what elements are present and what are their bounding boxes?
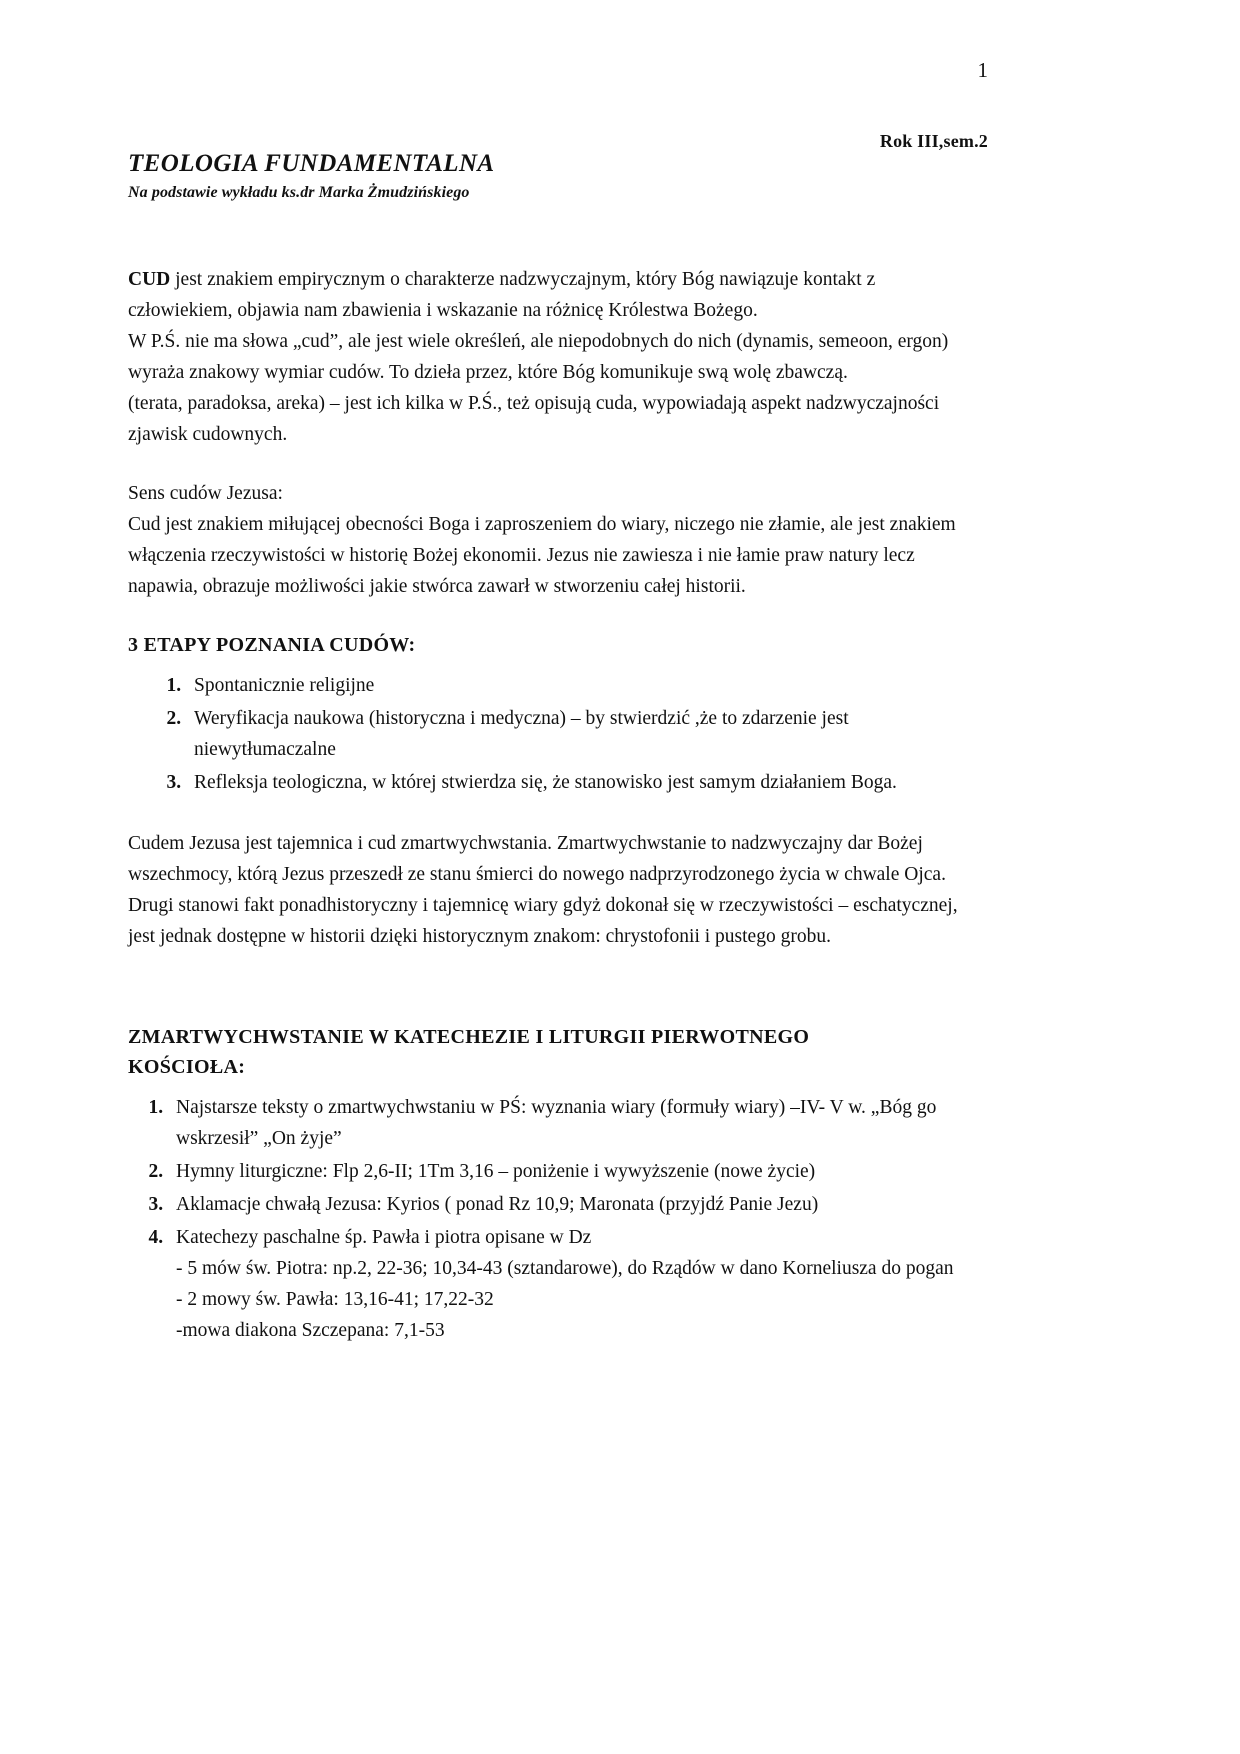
list-subitem: -mowa diakona Szczepana: 7,1-53 xyxy=(176,1320,445,1341)
page-title: TEOLOGIA FUNDAMENTALNA xyxy=(128,150,495,177)
spacer xyxy=(128,202,978,264)
cudem-jezusa-text-2: Drugi stanowi fakt ponadhistoryczny i tajemnicę wiary gdyż dokonał się w rzeczywistości – eschatycznej, jest jednak dostępne w historii dzięki historycznym znakom: chrystofonii i pustego grobu. xyxy=(128,895,958,947)
cudem-jezusa-block xyxy=(128,828,978,952)
list-item-sublines xyxy=(176,1253,978,1346)
spacer xyxy=(128,952,978,1022)
spacer xyxy=(128,450,978,478)
cud-definition-text: jest znakiem empirycznym o charakterze nadzwyczajnym, który Bóg nawiązuje kontakt z człowiekiem, objawia nam zbawienia i wskazanie na różnicę Królestwa Bożego. xyxy=(128,269,876,321)
zmartwychwstanie-list xyxy=(128,1092,978,1346)
cud-lead-word: CUD xyxy=(128,269,171,290)
cud-scripture-paragraph: W P.Ś. nie ma słowa „cud”, ale jest wiele określeń, ale niepodobnych do nich (dynamis, semeoon, ergon) wyraża znakowy wymiar cudów. To dzieła przez, które Bóg komunikuje swą wolę zbawczą. xyxy=(128,331,949,383)
spacer xyxy=(128,602,978,630)
cud-definition-block xyxy=(128,264,978,450)
page-number: 1 xyxy=(977,58,988,82)
etapy-heading: 3 ETAPY POZNANIA CUDÓW: xyxy=(128,634,416,656)
list-item: 3. Aklamacje chwałą Jezusa: Kyrios ( ponad Rz 10,9; Maronata (przyjdź Panie Jezu) xyxy=(168,1189,978,1220)
sens-cudow-heading: Sens cudów Jezusa: xyxy=(128,483,283,504)
list-subitem: - 2 mowy św. Pawła: 13,16-41; 17,22-32 xyxy=(176,1289,494,1310)
page-subtitle: Na podstawie wykładu ks.dr Marka Żmudzińskiego xyxy=(128,184,470,201)
document-content xyxy=(128,150,978,1348)
list-item: 2. Weryfikacja naukowa (historyczna i medyczna) – by stwierdzić ,że to zdarzenie jest niewytłumaczalne xyxy=(186,703,978,765)
list-item: 1. Najstarsze teksty o zmartwychwstaniu w PŚ: wyznania wiary (formuły wiary) –IV- V w. „Bóg go wskrzesił” „On żyje” xyxy=(168,1092,978,1154)
list-item-main: Katechezy paschalne śp. Pawła i piotra opisane w Dz xyxy=(176,1227,592,1248)
sens-cudow-text: Cud jest znakiem miłującej obecności Boga i zaproszeniem do wiary, niczego nie złamie, ale jest znakiem włączenia rzeczywistości w historię Bożej ekonomii. Jezus nie zawiesza i nie łamie praw natury lecz napawia, obrazuje możliwości jakie stwórca zawarł w stworzeniu całej historii. xyxy=(128,514,956,597)
zmartwychwstanie-heading-line-2: KOŚCIOŁA: xyxy=(128,1056,246,1078)
list-item xyxy=(168,1222,978,1346)
cudem-jezusa-text-1: Cudem Jezusa jest tajemnica i cud zmartwychwstania. Zmartwychwstanie to nadzwyczajny dar Bożej wszechmocy, którą Jezus przeszedł ze stanu śmierci do nowego nadprzyrodzonego życia w chwale Ojca. xyxy=(128,833,946,885)
course-label: Rok III,sem.2 xyxy=(879,131,988,151)
list-item: 2. Hymny liturgiczne: Flp 2,6-II; 1Tm 3,16 – poniżenie i wywyższenie (nowe życie) xyxy=(168,1156,978,1187)
zmartwychwstanie-heading-line-1: ZMARTWYCHWSTANIE W KATECHEZIE I LITURGII PIERWOTNEGO xyxy=(128,1026,810,1048)
list-item: 1. Spontanicznie religijne xyxy=(186,670,978,701)
list-subitem: - 5 mów św. Piotra: np.2, 22-36; 10,34-43 (sztandarowe), do Rządów w dano Korneliusza do pogan xyxy=(176,1258,954,1279)
cud-definition-paragraph xyxy=(128,264,978,326)
zmartwychwstanie-heading xyxy=(128,1022,978,1082)
cud-terms-paragraph: (terata, paradoksa, areka) – jest ich kilka w P.Ś., też opisują cuda, wypowiadają aspekt nadzwyczajności zjawisk cudownych. xyxy=(128,393,940,445)
etapy-list xyxy=(128,670,978,798)
sens-cudow-block xyxy=(128,478,978,602)
spacer xyxy=(128,800,978,828)
list-item: 3. Refleksja teologiczna, w której stwierdza się, że stanowisko jest samym działaniem Boga. xyxy=(186,767,978,798)
